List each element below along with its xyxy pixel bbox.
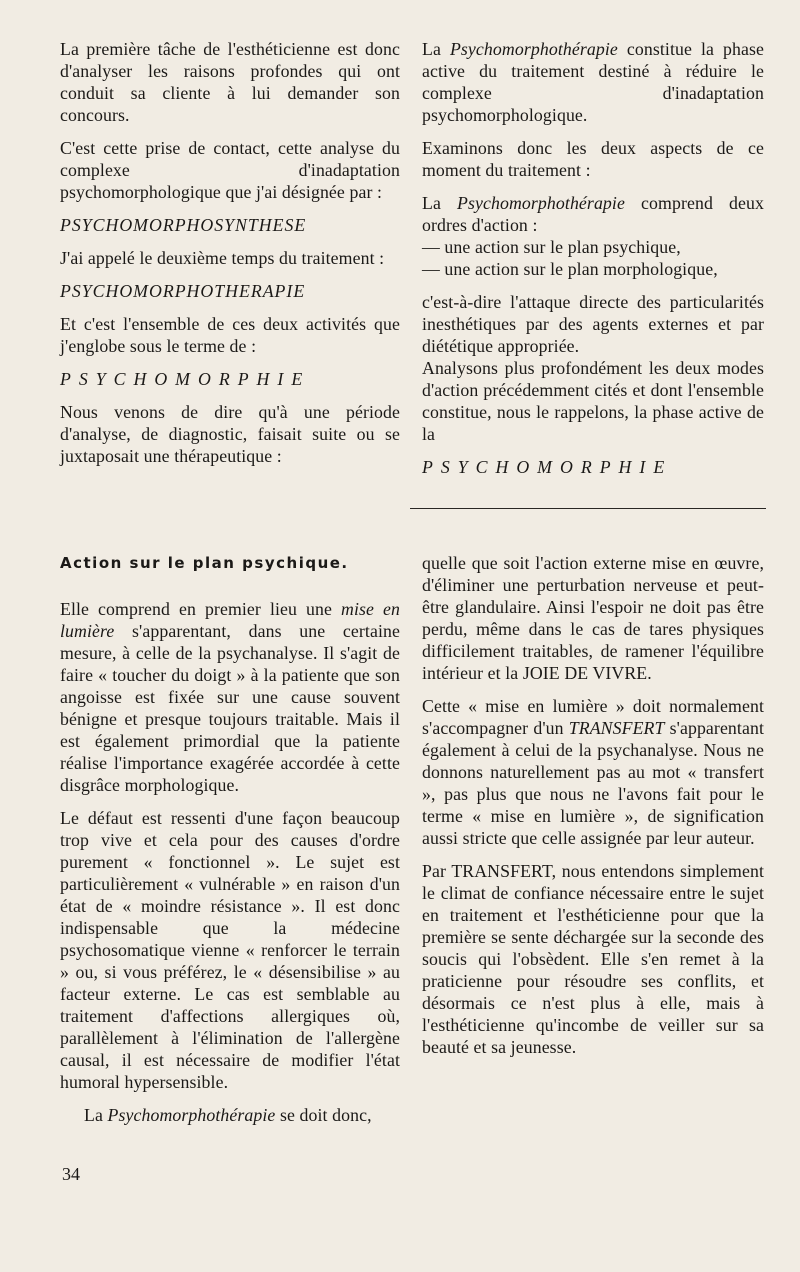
paragraph: Le défaut est ressenti d'une façon beaucoup trop vive et cela pour des causes d'ordre purement « fonctionnel ». Le sujet est particulièrement « vulnérable » en raison d'un état de « moindre résistance ». Il est donc indispensable que la médecine psychosomatique vienne « renforcer le terrain » ou, si vous préférez, le « désensibilise » au facteur externe. Le cas est semblable au traitement d'affections allergiques où, parallèlement à l'élimination de l'allergène causal, il est nécessaire de modifier l'état humoral hypersensible. bbox=[60, 808, 400, 1092]
list-item: — une action sur le plan morphologique, bbox=[422, 259, 718, 279]
list-item: — une action sur le plan psychique, bbox=[422, 237, 681, 257]
right-column-bottom bbox=[422, 552, 764, 1069]
text: La bbox=[422, 39, 450, 59]
text: Cette « mise en lumière » doit normalement s'accompagner d'un bbox=[422, 696, 764, 738]
right-column-top bbox=[422, 38, 764, 489]
term-psychomorphotherapie: PSYCHOMORPHOTHERAPIE bbox=[60, 281, 306, 301]
paragraph bbox=[60, 1104, 400, 1126]
paragraph: Nous venons de dire qu'à une période d'analyse, de diagnostic, faisait suite ou se juxtaposait une thérapeutique : bbox=[60, 402, 400, 466]
paragraph bbox=[422, 38, 764, 126]
emphasis: Psychomorphothérapie bbox=[107, 1105, 276, 1125]
paragraph: quelle que soit l'action externe mise en œuvre, d'éliminer une perturbation nerveuse et peut-être glandulaire. Ainsi l'espoir ne doit pas être perdu, même dans le cas de tares physiques difficilement traitables, de ramener l'équilibre intérieur et la JOIE DE VIVRE. bbox=[422, 553, 764, 683]
text: La bbox=[84, 1105, 108, 1125]
paragraph: Analysons plus profondément les deux modes d'action précédemment cités et dont l'ensemble constitue, nous le rappelons, la phase active de la bbox=[422, 358, 764, 444]
emphasis: mise en lumière bbox=[60, 599, 400, 641]
term-psychomorphosynthese: PSYCHOMORPHOSYNTHESE bbox=[60, 215, 307, 235]
text: comprend deux ordres d'action : bbox=[422, 193, 764, 235]
page-number: 34 bbox=[62, 1164, 80, 1184]
text: s'apparentant également à celui de la psychanalyse. Nous ne donnons naturellement pas au mot « transfert », pas plus que nous ne l'avons fait pour le terme « mise en lumière », de signification aussi stricte que celle assignée par leur auteur. bbox=[422, 718, 764, 848]
text: s'apparentant, dans une certaine mesure, à celle de la psychanalyse. Il s'agit de faire « toucher du doigt » à la patiente que son angoisse est fixée sur une cause souvent bénigne et presque toujours traitable. Mais il est également primordial que la patiente réalise l'importance exagérée accordée à cette disgrâce morphologique. bbox=[60, 621, 400, 795]
section-heading: Action sur le plan psychique. bbox=[60, 554, 349, 572]
paragraph: Par TRANSFERT, nous entendons simplement le climat de confiance nécessaire entre le sujet en traitement et l'esthéticienne pour que la première se sente déchargée sur la seconde des soucis qui l'obsèdent. Elle s'en remet à la praticienne pour résoudre ses conflits, et désormais ce n'est plus à elle, mais à l'esthéticienne qu'incombe de veiller sur sa beauté et sa jeunesse. bbox=[422, 861, 764, 1057]
emphasis: Psychomorphothérapie bbox=[449, 39, 618, 59]
text: se doit donc, bbox=[275, 1105, 372, 1125]
paragraph bbox=[422, 192, 764, 236]
paragraph: J'ai appelé le deuxième temps du traitement : bbox=[60, 248, 385, 268]
left-column-top bbox=[60, 38, 400, 478]
term-psychomorphie: PSYCHOMORPHIE bbox=[60, 369, 311, 389]
paragraph: La première tâche de l'esthéticienne est donc d'analyser les raisons profondes qui ont conduit sa cliente à lui demander son concours. bbox=[60, 39, 400, 125]
text: La bbox=[422, 193, 458, 213]
term-psychomorphie: PSYCHOMORPHIE bbox=[422, 457, 673, 477]
emphasis: TRANSFERT bbox=[568, 718, 665, 738]
paragraph: Et c'est l'ensemble de ces deux activités que j'englobe sous le terme de : bbox=[60, 314, 400, 356]
section-divider bbox=[410, 508, 766, 509]
text: Elle comprend en premier lieu une bbox=[60, 599, 341, 619]
text: constitue la phase active du traitement destiné à réduire le complexe d'inadaptation psychomorphologique. bbox=[422, 39, 764, 125]
emphasis: Psychomorphothérapie bbox=[457, 193, 625, 213]
paragraph bbox=[422, 695, 764, 849]
left-column-bottom bbox=[60, 552, 400, 1137]
paragraph: Examinons donc les deux aspects de ce moment du traitement : bbox=[422, 138, 764, 180]
paragraph bbox=[60, 598, 400, 796]
paragraph: c'est-à-dire l'attaque directe des particularités inesthétiques par des agents externes et par diététique appropriée. bbox=[422, 292, 764, 356]
paragraph: C'est cette prise de contact, cette analyse du complexe d'inadaptation psychomorphologique que j'ai désignée par : bbox=[60, 138, 400, 202]
